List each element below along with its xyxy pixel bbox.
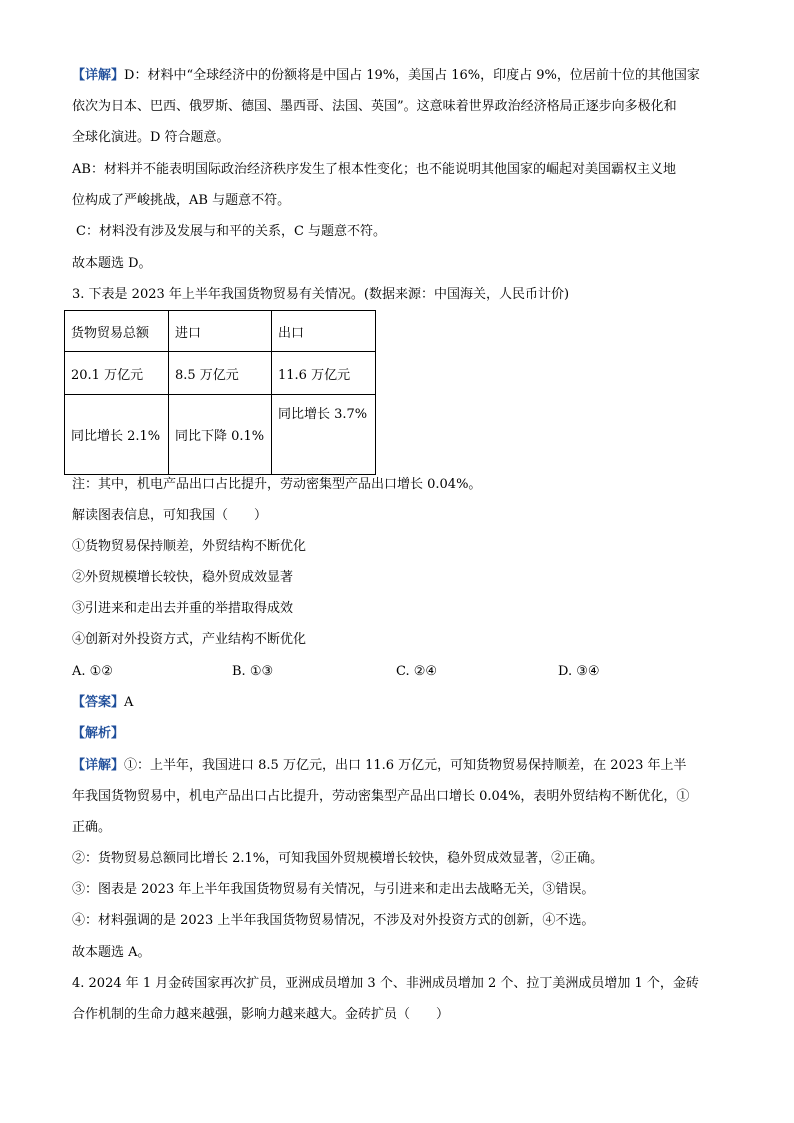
table-cell-import-change: 同比下降 0.1%: [169, 395, 272, 475]
table-header-total: 货物贸易总额: [65, 311, 169, 352]
table-cell-export-change: 同比增长 3.7%: [272, 395, 376, 475]
q3-detail-line-2: 年我国货物贸易中，机电产品出口占比提升，劳动密集型产品出口增长 0.04%，表明外贸结构不断优化，①: [72, 789, 690, 804]
option-d: D. ③④: [558, 664, 600, 679]
option-a: A. ①②: [72, 664, 113, 679]
table-header-export: 出口: [272, 311, 376, 352]
q3-detail-item-2: ②：货物贸易总额同比增长 2.1%，可知我国外贸规模增长较快，稳外贸成效显著，②正确。: [72, 851, 604, 866]
detail-tag: 【详解】: [72, 758, 125, 773]
q2-detail-line-3: 全球化演进。D 符合题意。: [72, 130, 230, 145]
option-c: C. ②④: [396, 664, 438, 679]
q3-answer: [72, 693, 133, 713]
q2-detail-line-1: 【详解】D：材料中“全球经济中的份额将是中国占 19%，美国占 16%，印度占 9%，位居前十位的其他国家: [72, 68, 700, 83]
table-cell-export-value: 11.6 万亿元: [272, 352, 376, 395]
q3-stem: 3. 下表是 2023 年上半年我国货物贸易有关情况。(数据来源：中国海关，人民币计价): [72, 287, 570, 302]
q3-prompt: 解读图表信息，可知我国（ ）: [72, 508, 268, 523]
q2-detail-line-2: 依次为日本、巴西、俄罗斯、德国、墨西哥、法国、英国”。这意味着世界政治经济格局正逐步向多极化和: [72, 99, 677, 114]
q3-detail-item-4: ④：材料强调的是 2023 上半年我国货物贸易情况，不涉及对外投资方式的创新，④不选。: [72, 913, 595, 928]
q3-detail-line-1: 【详解】①：上半年，我国进口 8.5 万亿元，出口 11.6 万亿元，可知货物贸易保持顺差，在 2023 年上半: [72, 758, 687, 773]
q4-stem-line-2: 合作机制的生命力越来越强，影响力越来越大。金砖扩员（ ）: [72, 1007, 450, 1022]
answer-tag: 【答案】: [72, 695, 125, 710]
q4-stem-line-1: 4. 2024 年 1 月金砖国家再次扩员，亚洲成员增加 3 个、非洲成员增加 2 个、拉丁美洲成员增加 1 个，金砖: [72, 976, 699, 991]
table-cell-total-change: 同比增长 2.1%: [65, 395, 169, 475]
answer-value: A: [124, 695, 134, 710]
q3-conclusion: 故本题选 A。: [72, 945, 151, 960]
q3-analysis-heading: [72, 724, 124, 744]
table-row: [65, 352, 376, 395]
q3-detail-line-3: 正确。: [72, 820, 112, 835]
table-cell-import-value: 8.5 万亿元: [169, 352, 272, 395]
table-row: [65, 395, 376, 475]
q3-item-4: ④创新对外投资方式，产业结构不断优化: [72, 632, 307, 647]
q2-ab-line-1: AB：材料并不能表明国际政治经济秩序发生了根本性变化；也不能说明其他国家的崛起对美国霸权主义地: [72, 162, 676, 177]
q2-conclusion: 故本题选 D。: [72, 256, 152, 271]
option-b: B. ①③: [232, 664, 274, 679]
q2-c-line: C：材料没有涉及发展与和平的关系，C 与题意不符。: [76, 224, 387, 239]
table-header-import: 进口: [169, 311, 272, 352]
q2-ab-line-2: 位构成了严峻挑战，AB 与题意不符。: [72, 193, 291, 208]
q3-item-2: ②外贸规模增长较快，稳外贸成效显著: [72, 570, 294, 585]
table-row: [65, 311, 376, 352]
table-cell-total-value: 20.1 万亿元: [65, 352, 169, 395]
q3-detail-item-3: ③：图表是 2023 年上半年我国货物贸易有关情况，与引进来和走出去战略无关，③错误。: [72, 882, 595, 897]
q3-item-1: ①货物贸易保持顺差，外贸结构不断优化: [72, 539, 307, 554]
analysis-tag: 【解析】: [72, 726, 125, 741]
detail-tag: 【详解】: [72, 68, 125, 83]
q3-note: 注：其中，机电产品出口占比提升，劳动密集型产品出口增长 0.04%。: [72, 477, 482, 492]
trade-table: [64, 310, 376, 475]
q3-item-3: ③引进来和走出去并重的举措取得成效: [72, 601, 294, 616]
